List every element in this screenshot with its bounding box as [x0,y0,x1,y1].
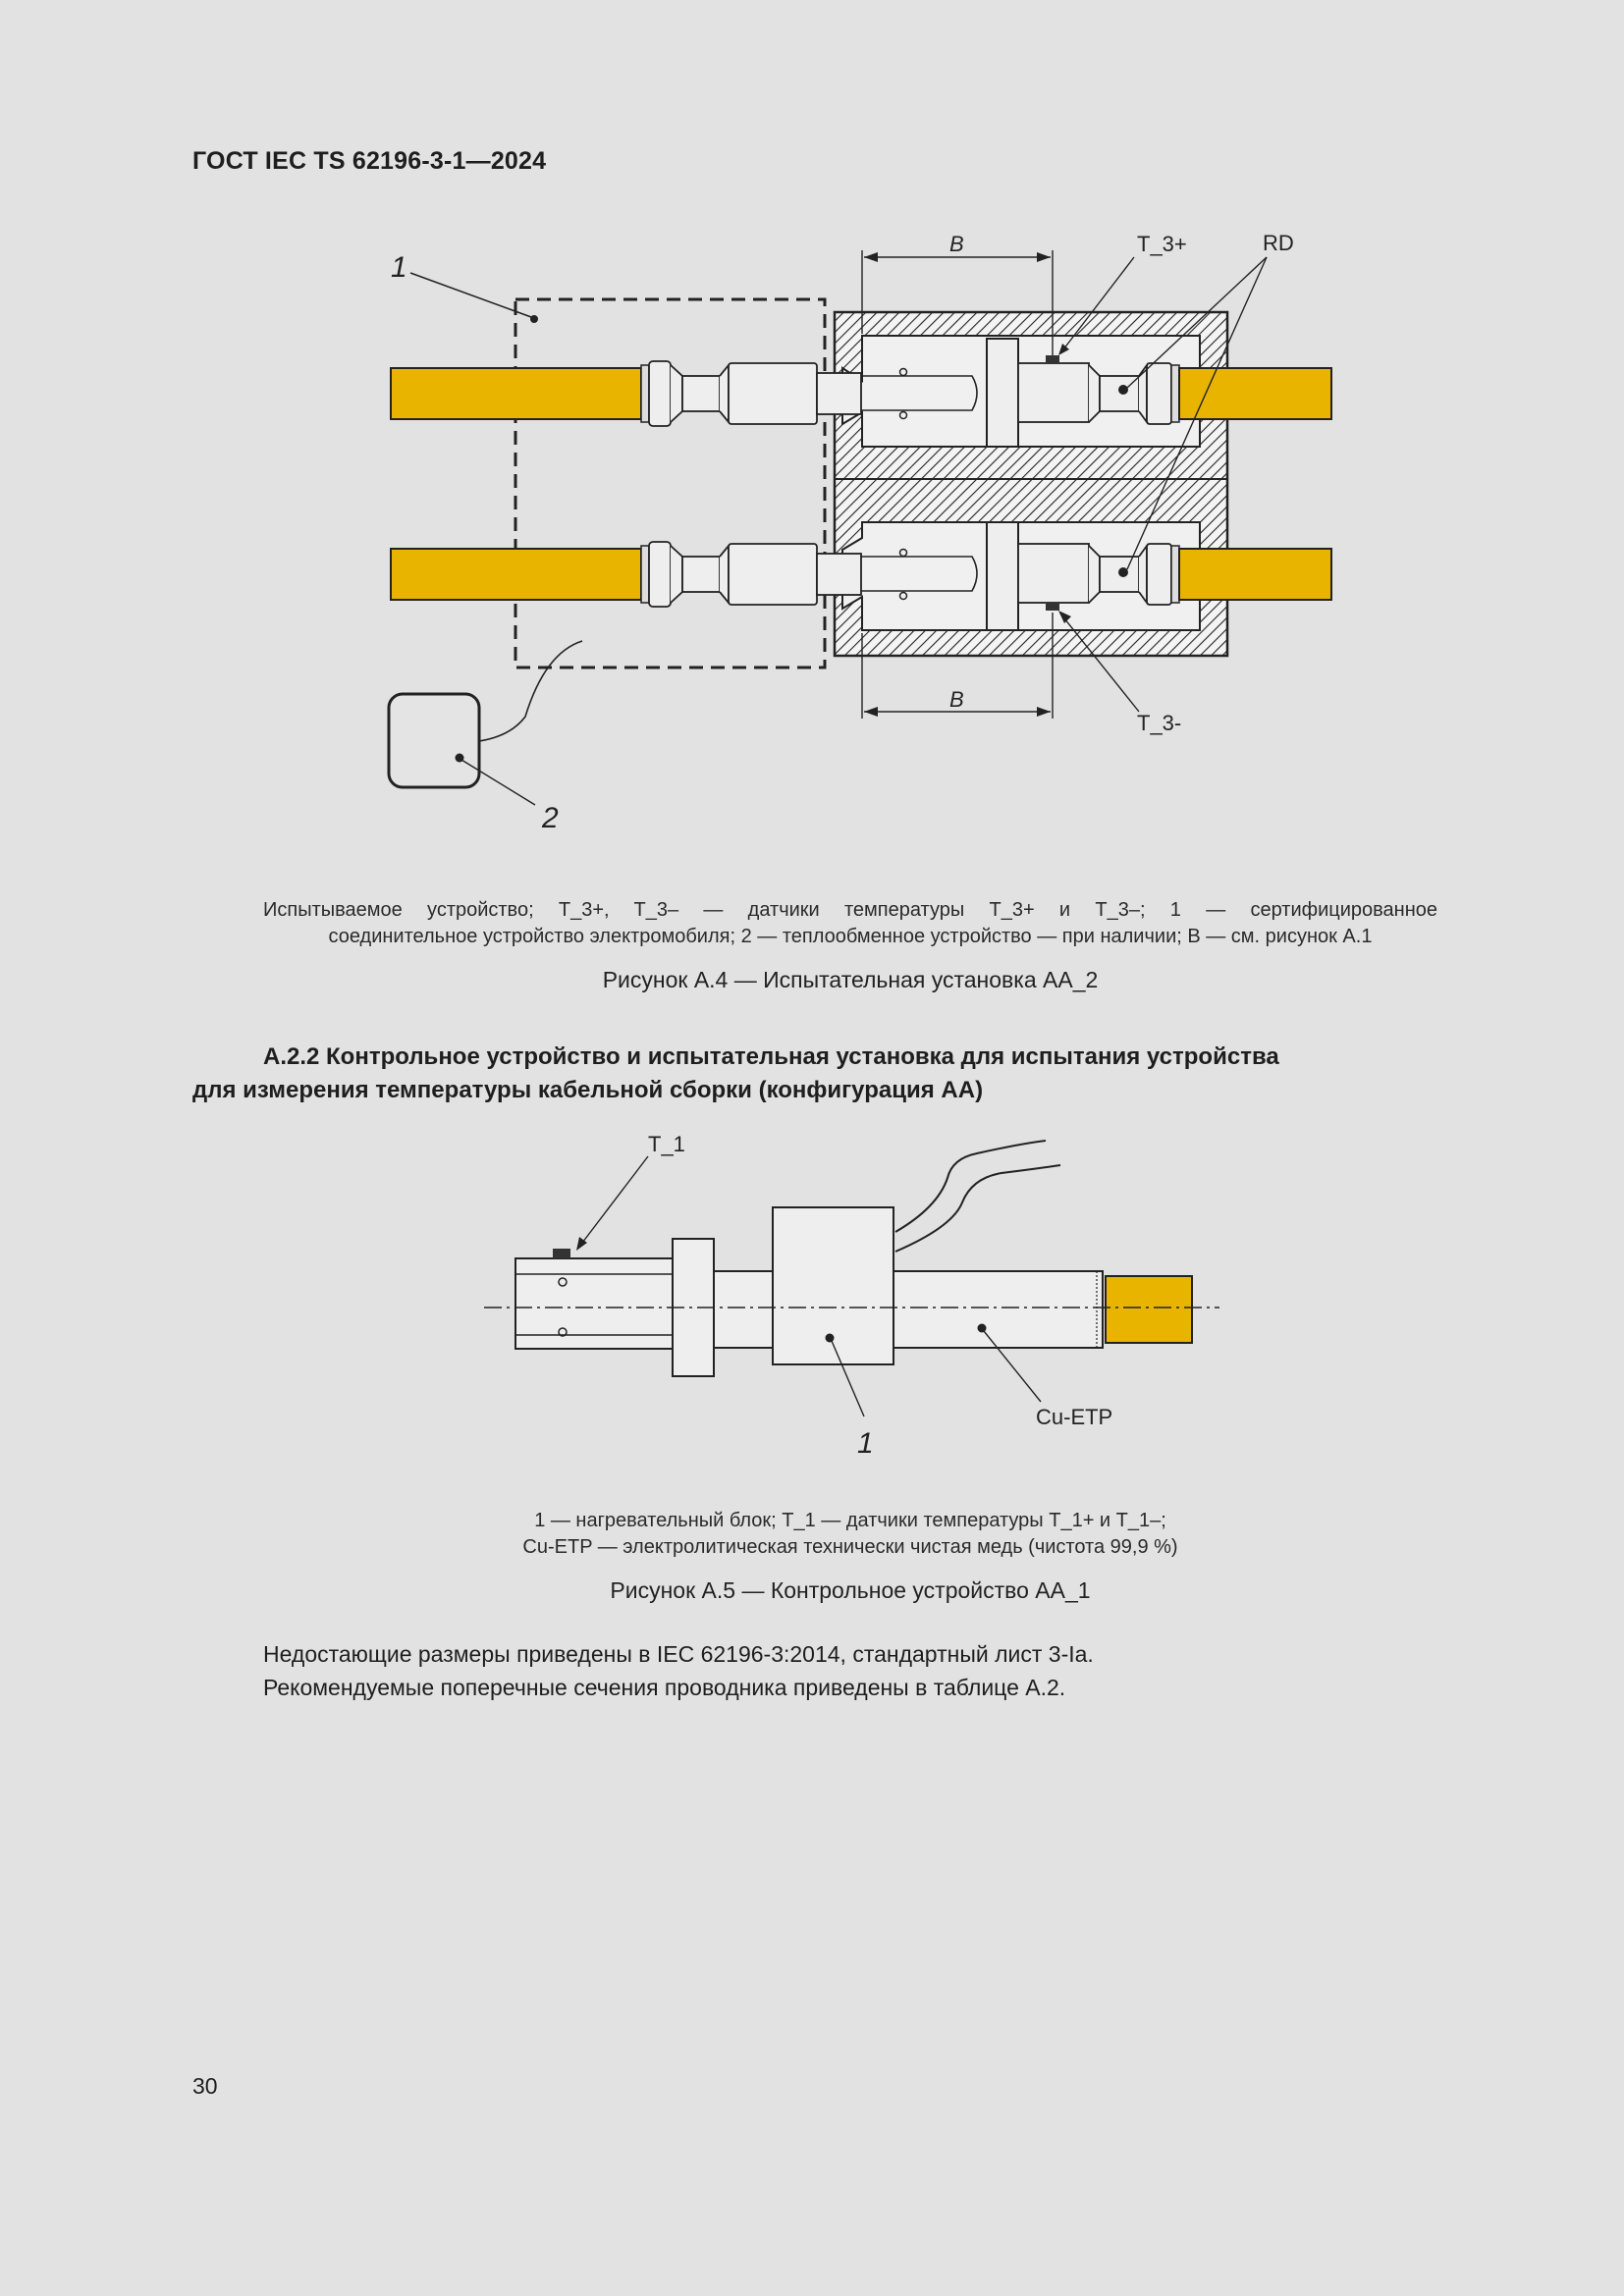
figure-a5-diagram [471,1119,1237,1472]
label-cu-etp: Cu-ETP [1036,1405,1113,1429]
section-heading-line1: А.2.2 Контрольное устройство и испытательная установка для испытания устройства [263,1043,1279,1070]
label-t1: T_1 [648,1132,685,1156]
label-t3minus: T_3- [1137,711,1182,735]
heating-block [773,1207,893,1364]
section-heading [192,1041,1361,1107]
cable-end [1106,1276,1192,1343]
figure-a5-notes-line1: 1 — нагревательный блок; T_1 — датчики температуры T_1+ и T_1–; [534,1510,1166,1531]
figure-a4-caption: Рисунок А.4 — Испытательная установка AA_2 [602,967,1099,992]
body-paragraph-1: Недостающие размеры приведены в IEC 62196-3:2014, стандартный лист 3-Ia. [263,1641,1094,1667]
figure-a5-caption: Рисунок А.5 — Контрольное устройство AA_1 [610,1577,1091,1603]
label-heating-block: 1 [857,1427,874,1460]
figure-a4-notes-line2: соединительное устройство электромобиля; 2 — теплообменное устройство — при наличии; B — см. рисунок А.1 [328,926,1373,947]
label-t3plus: T_3+ [1137,232,1187,256]
cable-left-upper [391,368,641,419]
ev-connector-dashed-box [515,299,825,667]
figure-a4-notes [263,897,1437,950]
label-item1: 1 [391,251,407,284]
figure-a4-diagram [373,221,1355,849]
copper-rod [893,1271,1103,1348]
heat-exchanger [389,694,479,787]
label-item2: 2 [542,802,559,834]
figure-a4-notes-line1: Испытываемое устройство; T_3+, T_3– — датчики температуры T_3+ и T_3–; 1 — сертифицированное [263,899,1437,921]
figure-a5-notes-line2: Cu-ETP — электролитическая технически чистая медь (чистота 99,9 %) [522,1536,1178,1558]
cable-right-lower [1179,549,1331,600]
cable-left-lower [391,549,641,600]
section-heading-line2: для измерения температуры кабельной сборки (конфигурация AA) [192,1077,984,1103]
cable-right-upper [1179,368,1331,419]
label-rd: RD [1263,231,1294,255]
page-number: 30 [192,2073,218,2099]
label-b-bottom: B [949,687,964,712]
body-paragraph-2: Рекомендуемые поперечные сечения проводника приведены в таблице А.2. [263,1675,1066,1700]
document-header: ГОСТ IEC TS 62196-3-1—2024 [192,147,547,175]
label-b-top: B [949,232,964,256]
body-text [263,1637,1441,1704]
figure-a5-notes [263,1508,1437,1561]
